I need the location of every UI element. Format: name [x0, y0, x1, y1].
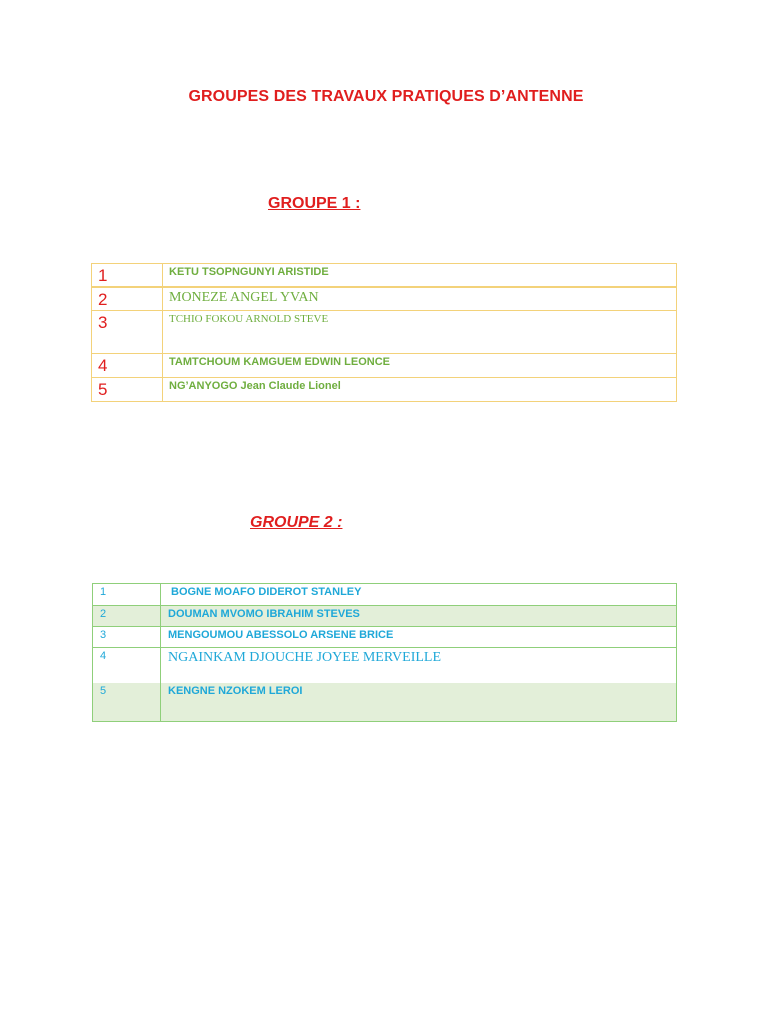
row-number: 4: [93, 648, 161, 683]
row-number: 4: [92, 354, 163, 378]
table-row: [92, 354, 677, 378]
row-number: 5: [92, 378, 163, 402]
table-row: [93, 606, 677, 627]
row-number: 3: [93, 627, 161, 648]
row-number: 2: [93, 606, 161, 627]
student-name: NGAINKAM DJOUCHE JOYEE MERVEILLE: [161, 648, 677, 683]
row-number: 3: [92, 311, 163, 354]
student-name: MONEZE ANGEL YVAN: [163, 287, 677, 311]
table-row: [92, 287, 677, 311]
row-number: 1: [92, 264, 163, 288]
document-title: GROUPES DES TRAVAUX PRATIQUES D’ANTENNE: [188, 88, 584, 105]
table-row: [92, 378, 677, 402]
student-name: KETU TSOPNGUNYI ARISTIDE: [163, 264, 677, 288]
student-name: TCHIO FOKOU ARNOLD STEVE: [163, 311, 677, 354]
row-number: 5: [93, 683, 161, 722]
group-1-table: [91, 263, 677, 402]
student-name: KENGNE NZOKEM LEROI: [161, 683, 677, 722]
table-row: [92, 311, 677, 354]
student-name: BOGNE MOAFO DIDEROT STANLEY: [161, 584, 677, 606]
group-1-heading: GROUPE 1 :: [268, 195, 361, 212]
student-name: DOUMAN MVOMO IBRAHIM STEVES: [161, 606, 677, 627]
table-row: [93, 683, 677, 722]
student-name: MENGOUMOU ABESSOLO ARSENE BRICE: [161, 627, 677, 648]
table-row: [93, 584, 677, 606]
group-2-table: [92, 583, 677, 722]
group-2-heading: GROUPE 2 :: [250, 514, 343, 531]
student-name: NG’ANYOGO Jean Claude Lionel: [163, 378, 677, 402]
row-number: 1: [93, 584, 161, 606]
table-row: [93, 648, 677, 683]
row-number: 2: [92, 287, 163, 311]
student-name: TAMTCHOUM KAMGUEM EDWIN LEONCE: [163, 354, 677, 378]
table-row: [92, 264, 677, 288]
table-row: [93, 627, 677, 648]
